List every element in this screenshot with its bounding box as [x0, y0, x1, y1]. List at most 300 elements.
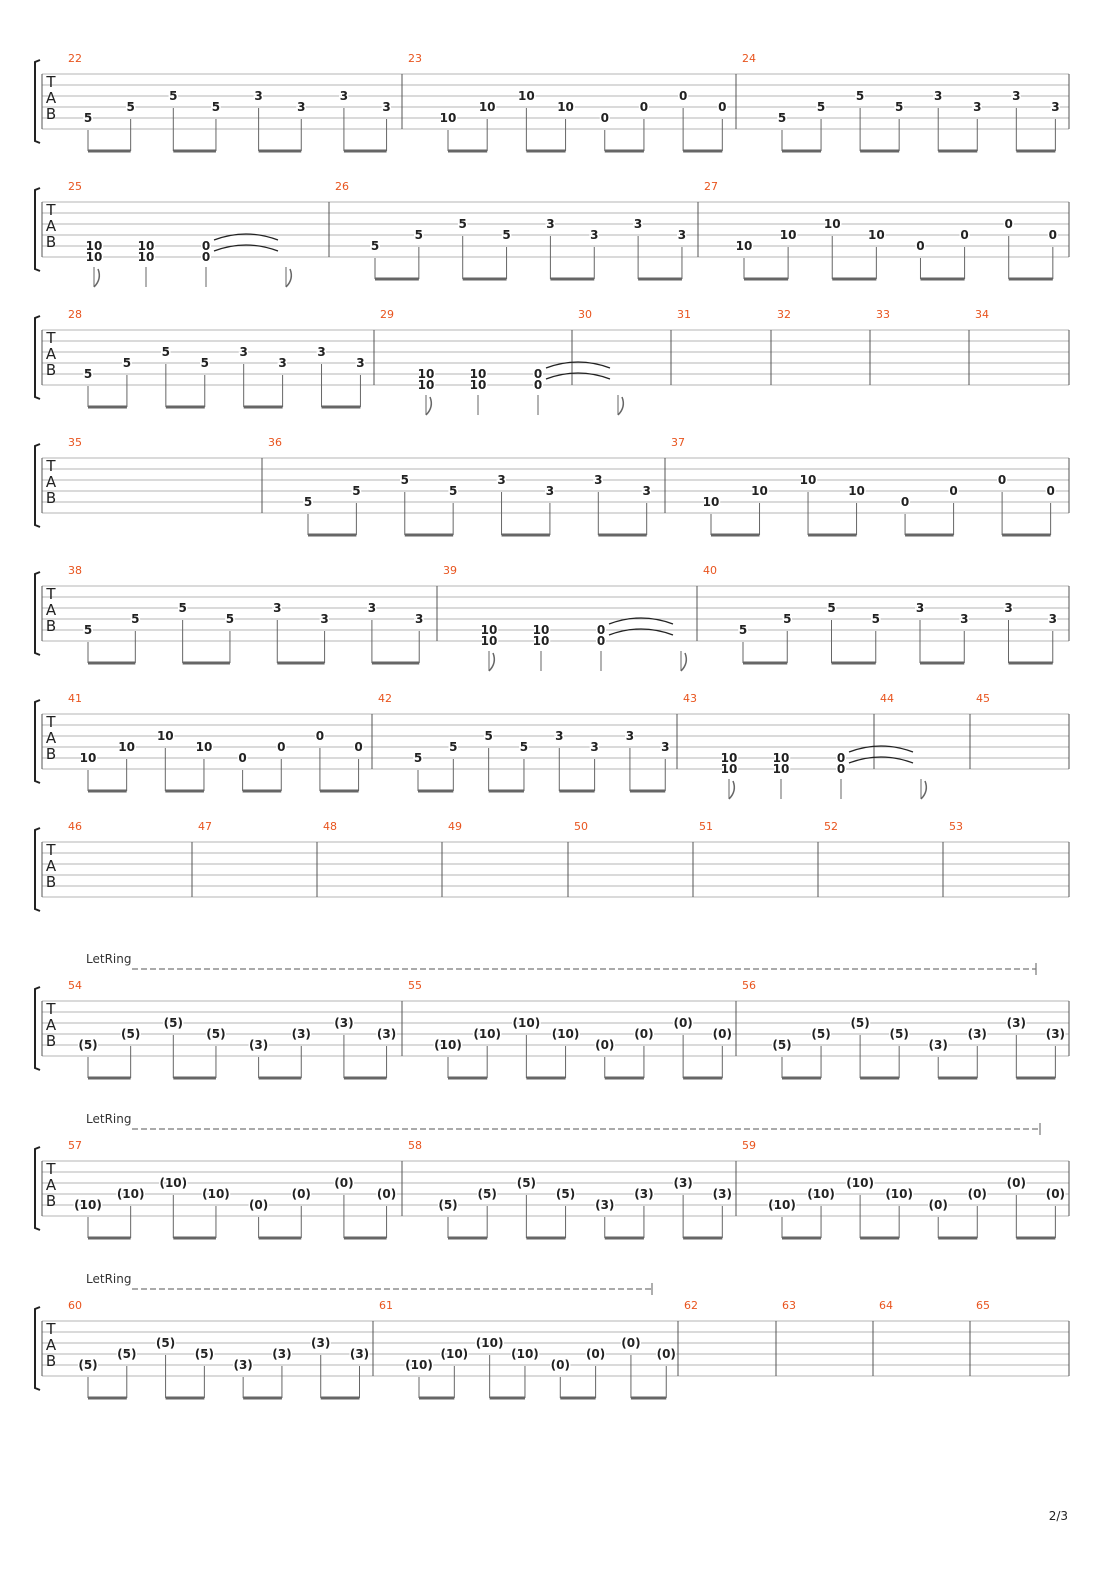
fret-number: 3 — [973, 100, 982, 114]
measure-number: 55 — [408, 979, 422, 992]
measure-62 — [684, 1299, 698, 1312]
chord-fret-number: 0 — [836, 751, 846, 765]
fret-number: (0) — [376, 1187, 397, 1201]
measure-number: 56 — [742, 979, 756, 992]
system-bracket — [35, 572, 40, 655]
tab-clef-letter-a: A — [45, 473, 57, 491]
fret-number: 3 — [339, 89, 349, 103]
fret-number: (10) — [434, 1038, 462, 1052]
measure-29 — [380, 308, 623, 415]
measure-33 — [876, 308, 890, 321]
fret-number: 10 — [735, 239, 753, 253]
chord-fret-number: 10 — [137, 239, 155, 253]
fret-number: 5 — [413, 751, 423, 765]
tab-system — [35, 820, 1069, 911]
measure-number: 31 — [677, 308, 691, 321]
fret-number: (5) — [772, 1038, 792, 1052]
fret-number: (5) — [78, 1358, 98, 1372]
tab-system — [35, 692, 1069, 799]
measure-number: 65 — [976, 1299, 990, 1312]
measure-number: 45 — [976, 692, 990, 705]
fret-number: 5 — [827, 601, 836, 615]
chord-fret-number: 0 — [836, 762, 846, 776]
measure-60 — [68, 1299, 369, 1398]
fret-number: 5 — [855, 89, 865, 103]
fret-number: (3) — [334, 1016, 354, 1030]
fret-number: (3) — [634, 1187, 654, 1201]
measure-number: 51 — [699, 820, 713, 833]
fret-number: 5 — [200, 356, 209, 370]
fret-number: 3 — [545, 484, 555, 498]
tab-system — [35, 180, 1069, 287]
measure-number: 23 — [408, 52, 422, 65]
chord-fret-number: 10 — [532, 634, 550, 648]
fret-number: 3 — [367, 601, 377, 615]
fret-number: (3) — [712, 1187, 732, 1201]
measure-number: 38 — [68, 564, 82, 577]
chord-fret-number: 10 — [85, 250, 103, 264]
tab-clef-letter-t: T — [46, 329, 56, 347]
measure-number: 26 — [335, 180, 349, 193]
tab-clef-letter-a: A — [45, 601, 57, 619]
fret-number: 5 — [303, 495, 313, 509]
measure-45 — [976, 692, 990, 705]
measure-number: 48 — [323, 820, 337, 833]
fret-number: 3 — [677, 228, 687, 242]
fret-number: (3) — [1045, 1027, 1066, 1041]
system-bracket — [35, 316, 40, 399]
chord-fret-number: 10 — [720, 762, 738, 776]
tab-system — [35, 436, 1069, 535]
measure-36 — [268, 436, 651, 535]
tab-clef-letter-b: B — [45, 617, 57, 635]
fret-number: (10) — [116, 1187, 145, 1201]
tab-system — [35, 952, 1069, 1078]
fret-number: 5 — [871, 612, 880, 626]
measure-number: 59 — [742, 1139, 756, 1152]
fret-number: 0 — [960, 228, 969, 242]
fret-number: 5 — [816, 100, 826, 114]
chord-fret-number: 10 — [720, 751, 738, 765]
fret-number: (0) — [585, 1347, 606, 1361]
fret-number: 5 — [161, 345, 171, 359]
eighth-flag — [681, 653, 686, 671]
measure-65 — [976, 1299, 990, 1312]
fret-number: (0) — [634, 1027, 654, 1041]
fret-number: (5) — [555, 1187, 576, 1201]
measure-42 — [378, 692, 669, 791]
measure-53 — [949, 820, 963, 833]
measure-number: 54 — [68, 979, 82, 992]
fret-number: 3 — [382, 100, 391, 114]
measure-41 — [68, 692, 363, 791]
tab-clef-letter-b: B — [45, 361, 57, 379]
measure-30 — [578, 308, 592, 321]
page-number: 2/3 — [1048, 1509, 1068, 1523]
fret-number: (5) — [477, 1187, 497, 1201]
fret-number: 5 — [352, 484, 361, 498]
measure-59 — [742, 1139, 1065, 1238]
measure-49 — [448, 820, 462, 833]
fret-number: 5 — [83, 367, 93, 381]
fret-number: 3 — [1051, 100, 1060, 114]
fret-number: (10) — [440, 1347, 469, 1361]
fret-number: 10 — [823, 217, 841, 231]
fret-number: 0 — [639, 100, 649, 114]
measure-50 — [574, 820, 588, 833]
fret-number: 0 — [315, 729, 325, 743]
measure-number: 50 — [574, 820, 588, 833]
measure-28 — [68, 308, 365, 407]
chord-fret-number: 0 — [596, 623, 606, 637]
system-bracket — [35, 828, 40, 911]
fret-number: (5) — [850, 1016, 870, 1030]
fret-number: (10) — [405, 1358, 433, 1372]
measure-39 — [443, 564, 686, 671]
fret-number: 3 — [1048, 612, 1057, 626]
fret-number: 5 — [83, 623, 93, 637]
eighth-flag — [729, 781, 734, 799]
fret-number: 5 — [502, 228, 511, 242]
fret-number: (10) — [551, 1027, 580, 1041]
fret-number: (0) — [1006, 1176, 1026, 1190]
let-ring-label: LetRing — [86, 1112, 132, 1126]
fret-number: (0) — [595, 1038, 615, 1052]
fret-number: 3 — [633, 217, 643, 231]
measure-35 — [68, 436, 82, 449]
fret-number: (5) — [120, 1027, 141, 1041]
measure-43 — [683, 692, 926, 799]
measure-number: 32 — [777, 308, 791, 321]
measure-47 — [198, 820, 212, 833]
fret-number: (5) — [117, 1347, 137, 1361]
fret-number: 10 — [848, 484, 865, 498]
fret-number: 3 — [317, 345, 326, 359]
eighth-flag — [426, 397, 431, 415]
fret-number: 3 — [1004, 601, 1013, 615]
fret-number: 0 — [354, 740, 363, 754]
measure-number: 52 — [824, 820, 838, 833]
measure-number: 39 — [443, 564, 457, 577]
measure-number: 42 — [378, 692, 392, 705]
fret-number: (10) — [473, 1027, 502, 1041]
measure-52 — [824, 820, 838, 833]
measure-48 — [323, 820, 337, 833]
fret-number: (3) — [272, 1347, 292, 1361]
chord-fret-number: 10 — [85, 239, 103, 253]
fret-number: 3 — [497, 473, 506, 487]
fret-number: 3 — [915, 601, 925, 615]
let-ring-label: LetRing — [86, 952, 132, 966]
tab-clef-letter-t: T — [46, 585, 56, 603]
measure-32 — [777, 308, 791, 321]
fret-number: 10 — [439, 111, 457, 125]
fret-number: 3 — [555, 729, 564, 743]
fret-number: 0 — [1048, 228, 1058, 242]
fret-number: (0) — [928, 1198, 948, 1212]
fret-number: 3 — [254, 89, 263, 103]
fret-number: (3) — [349, 1347, 370, 1361]
fret-number: 3 — [1012, 89, 1021, 103]
measure-number: 43 — [683, 692, 697, 705]
tab-clef-letter-t: T — [46, 1000, 56, 1018]
system-bracket — [35, 1307, 40, 1390]
measure-number: 25 — [68, 180, 82, 193]
fret-number: 5 — [738, 623, 748, 637]
fret-number: (10) — [885, 1187, 913, 1201]
fret-number: 3 — [546, 217, 555, 231]
fret-number: (3) — [311, 1336, 331, 1350]
chord-fret-number: 0 — [533, 378, 543, 392]
fret-number: (0) — [334, 1176, 354, 1190]
fret-number: 5 — [400, 473, 409, 487]
tab-clef-letter-b: B — [45, 105, 57, 123]
fret-number: 10 — [557, 100, 574, 114]
measure-24 — [742, 52, 1060, 151]
fret-number: 5 — [225, 612, 235, 626]
tab-clef-letter-a: A — [45, 1176, 57, 1194]
fret-number: 5 — [783, 612, 792, 626]
fret-number: (0) — [248, 1198, 269, 1212]
fret-number: (5) — [155, 1336, 176, 1350]
fret-number: (5) — [194, 1347, 215, 1361]
measure-number: 40 — [703, 564, 717, 577]
measure-64 — [879, 1299, 893, 1312]
tab-clef-letter-b: B — [45, 1192, 57, 1210]
measure-number: 41 — [68, 692, 82, 705]
fret-number: (0) — [673, 1016, 693, 1030]
fret-number: (0) — [621, 1336, 641, 1350]
fret-number: 0 — [238, 751, 247, 765]
fret-number: 5 — [122, 356, 132, 370]
chord-fret-number: 10 — [137, 250, 155, 264]
measure-31 — [677, 308, 691, 321]
fret-number: (3) — [1006, 1016, 1026, 1030]
measure-number: 22 — [68, 52, 82, 65]
fret-number: (10) — [475, 1336, 504, 1350]
tab-clef-letter-b: B — [45, 745, 57, 763]
measure-44 — [880, 692, 894, 705]
tab-clef-letter-t: T — [46, 201, 56, 219]
measure-26 — [335, 180, 686, 279]
tab-clef-letter-t: T — [46, 457, 56, 475]
tab-clef-letter-a: A — [45, 89, 57, 107]
measure-55 — [408, 979, 732, 1078]
fret-number: 3 — [415, 612, 424, 626]
fret-number: (3) — [376, 1027, 397, 1041]
tab-system — [35, 564, 1069, 671]
tab-clef-letter-a: A — [45, 729, 57, 747]
tab-clef-letter-a: A — [45, 857, 57, 875]
tab-system — [35, 1272, 1069, 1398]
fret-number: 3 — [625, 729, 635, 743]
chord-fret-number: 10 — [469, 367, 487, 381]
tab-clef-letter-b: B — [45, 1352, 57, 1370]
fret-number: (3) — [291, 1027, 311, 1041]
eighth-flag — [921, 781, 926, 799]
measure-23 — [408, 52, 726, 151]
fret-number: 10 — [79, 751, 97, 765]
fret-number: 5 — [519, 740, 529, 754]
chord-fret-number: 10 — [417, 378, 435, 392]
fret-number: (0) — [967, 1187, 987, 1201]
fret-number: (0) — [656, 1347, 676, 1361]
fret-number: 10 — [799, 473, 817, 487]
measure-number: 58 — [408, 1139, 422, 1152]
fret-number: 10 — [868, 228, 885, 242]
fret-number: 0 — [1046, 484, 1055, 498]
fret-number: (3) — [673, 1176, 693, 1190]
eighth-flag — [286, 269, 291, 287]
let-ring-label: LetRing — [86, 1272, 132, 1286]
chord-fret-number: 10 — [532, 623, 550, 637]
fret-number: (5) — [163, 1016, 183, 1030]
measure-number: 49 — [448, 820, 462, 833]
measure-58 — [408, 1139, 732, 1238]
fret-number: 10 — [779, 228, 797, 242]
system-bracket — [35, 188, 40, 271]
fret-number: 5 — [458, 217, 467, 231]
fret-number: (0) — [712, 1027, 732, 1041]
chord-fret-number: 0 — [201, 250, 211, 264]
fret-number: (10) — [511, 1347, 539, 1361]
fret-number: (10) — [768, 1198, 796, 1212]
measure-46 — [68, 820, 82, 833]
measure-25 — [68, 180, 291, 287]
measure-number: 36 — [268, 436, 282, 449]
fret-number: (5) — [206, 1027, 226, 1041]
system-bracket — [35, 700, 40, 783]
fret-number: 3 — [642, 484, 651, 498]
system-bracket — [35, 60, 40, 143]
fret-number: 3 — [356, 356, 365, 370]
fret-number: (5) — [889, 1027, 909, 1041]
fret-number: 10 — [751, 484, 768, 498]
fret-number: (5) — [78, 1038, 98, 1052]
fret-number: 0 — [600, 111, 609, 125]
tab-clef-letter-b: B — [45, 873, 57, 891]
fret-number: 0 — [997, 473, 1007, 487]
fret-number: 5 — [131, 612, 140, 626]
fret-number: 3 — [960, 612, 969, 626]
fret-number: (3) — [967, 1027, 987, 1041]
chord-fret-number: 0 — [596, 634, 606, 648]
measure-number: 47 — [198, 820, 212, 833]
fret-number: (10) — [159, 1176, 188, 1190]
fret-number: 10 — [478, 100, 496, 114]
measure-57 — [68, 1139, 396, 1238]
tab-clef-letter-b: B — [45, 1032, 57, 1050]
tab-clef-letter-a: A — [45, 1336, 57, 1354]
fret-number: 5 — [211, 100, 221, 114]
measure-number: 29 — [380, 308, 394, 321]
measure-number: 63 — [782, 1299, 796, 1312]
fret-number: 5 — [448, 484, 458, 498]
tab-system — [35, 308, 1069, 415]
fret-number: 10 — [702, 495, 720, 509]
chord-fret-number: 10 — [480, 634, 498, 648]
fret-number: 3 — [594, 473, 603, 487]
tab-clef-letter-t: T — [46, 1160, 56, 1178]
tab-clef-letter-a: A — [45, 217, 57, 235]
fret-number: 3 — [273, 601, 282, 615]
fret-number: 0 — [900, 495, 910, 509]
fret-number: 5 — [370, 239, 380, 253]
fret-number: 0 — [718, 100, 727, 114]
fret-number: (3) — [928, 1038, 948, 1052]
eighth-flag — [618, 397, 623, 415]
fret-number: 3 — [661, 740, 670, 754]
fret-number: 5 — [178, 601, 187, 615]
chord-fret-number: 10 — [417, 367, 435, 381]
measure-number: 62 — [684, 1299, 698, 1312]
fret-number: 3 — [297, 100, 306, 114]
measure-22 — [68, 52, 391, 151]
fret-number: 3 — [320, 612, 329, 626]
fret-number: (3) — [595, 1198, 615, 1212]
measure-27 — [704, 180, 1057, 279]
fret-number: (10) — [74, 1198, 102, 1212]
fret-number: (10) — [512, 1016, 541, 1030]
fret-number: 5 — [414, 228, 424, 242]
tab-system — [35, 1112, 1069, 1238]
fret-number: (10) — [807, 1187, 835, 1201]
fret-number: 3 — [590, 228, 599, 242]
tab-clef-letter-t: T — [46, 1320, 56, 1338]
measure-number: 35 — [68, 436, 82, 449]
fret-number: 3 — [239, 345, 248, 359]
fret-number: 5 — [126, 100, 135, 114]
fret-number: 3 — [278, 356, 287, 370]
system-bracket — [35, 987, 40, 1070]
fret-number: (5) — [438, 1198, 458, 1212]
measure-34 — [975, 308, 989, 321]
tab-clef-letter-t: T — [46, 73, 56, 91]
fret-number: 0 — [678, 89, 688, 103]
tab-clef-letter-t: T — [46, 713, 56, 731]
fret-number: 10 — [195, 740, 213, 754]
measure-38 — [68, 564, 423, 663]
measure-number: 53 — [949, 820, 963, 833]
measure-37 — [671, 436, 1055, 535]
tab-clef-letter-b: B — [45, 489, 57, 507]
chord-fret-number: 10 — [772, 762, 790, 776]
fret-number: 3 — [590, 740, 599, 754]
chord-fret-number: 0 — [201, 239, 211, 253]
chord-fret-number: 10 — [480, 623, 498, 637]
tab-clef-letter-a: A — [45, 345, 57, 363]
measure-number: 24 — [742, 52, 756, 65]
fret-number: (0) — [1045, 1187, 1066, 1201]
measure-number: 34 — [975, 308, 989, 321]
fret-number: 10 — [518, 89, 535, 103]
measure-number: 33 — [876, 308, 890, 321]
measure-number: 46 — [68, 820, 82, 833]
fret-number: 0 — [277, 740, 286, 754]
fret-number: (5) — [811, 1027, 831, 1041]
fret-number: (10) — [846, 1176, 874, 1190]
system-bracket — [35, 1147, 40, 1230]
measure-number: 64 — [879, 1299, 893, 1312]
fret-number: 5 — [449, 740, 458, 754]
fret-number: 0 — [916, 239, 925, 253]
measure-number: 57 — [68, 1139, 82, 1152]
tab-clef-letter-b: B — [45, 233, 57, 251]
fret-number: 0 — [1004, 217, 1013, 231]
measure-63 — [782, 1299, 796, 1312]
fret-number: 5 — [484, 729, 493, 743]
measure-61 — [379, 1299, 676, 1398]
